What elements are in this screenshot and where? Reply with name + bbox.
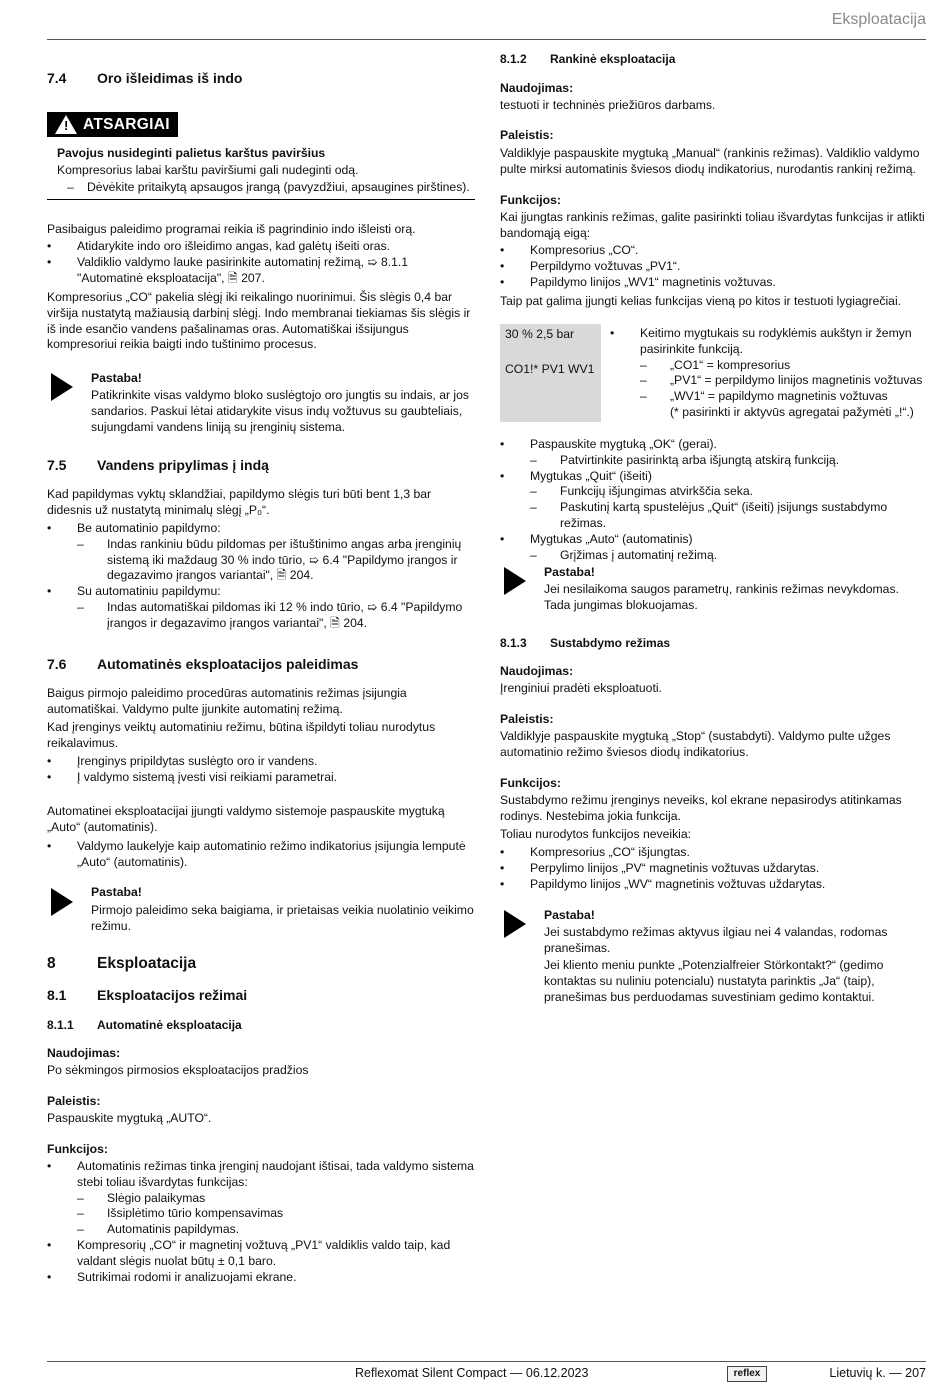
list-item: – „CO1“ = kompresorius <box>610 358 926 374</box>
use-label: Naudojimas: <box>500 664 574 678</box>
list-item: • Valdymo laukelyje kaip automatinio režimo indikatorius įsijungia lemputė „Auto“ (automatinis). <box>47 839 475 871</box>
use-text: testuoti ir techninės priežiūros darbams. <box>500 98 716 112</box>
use-label: Naudojimas: <box>500 81 574 95</box>
warning-box <box>47 112 475 139</box>
display-line-2: CO1!* PV1 WV1 <box>505 362 595 376</box>
list-item-note: (* pasirinkti ir aktyvūs agregatai pažymėti „!“.) <box>670 404 914 419</box>
list-item: – Indas automatiškai pildomas iki 12 % indo tūrio, ➯ 6.4 "Papildymo įrangos ir degazavimo įrangos variantai", 🗎 204. <box>47 600 475 632</box>
list-item: • Mygtukas „Quit“ (išeiti) <box>500 469 926 485</box>
use-text: Po sėkmingos pirmosios eksploatacijos pradžios <box>47 1063 309 1077</box>
list-item: • Su automatiniu papildymu: <box>47 584 475 600</box>
list-item: • Sutrikimai rodomi ir analizuojami ekrane. <box>47 1270 475 1286</box>
section-8-1-3-heading: 8.1.3 Sustabdymo režimas <box>500 636 671 650</box>
header-divider <box>47 39 926 40</box>
list-item: • Papildymo linijos „WV“ magnetinis vožtuvas uždarytas. <box>500 877 926 893</box>
note-title: Pastaba! <box>91 371 142 385</box>
list-item: • Automatinis režimas tinka įrenginį naudojant ištisai, tada valdymo sistema stebi toliau išvardytas funkcijas: <box>47 1159 475 1191</box>
functions-text: Kai įjungtas rankinis režimas, galite pasirinkti toliau išvardytas funkcijas ir atlikti bandomąją eigą: <box>500 210 925 240</box>
list-item: • Keitimo mygtukais su rodyklėmis aukštyn ir žemyn pasirinkite funkciją. <box>610 326 926 358</box>
section-8-heading: 8 Eksploatacija <box>47 955 197 972</box>
s76-paragraph-2: Kad įrenginys veiktų automatiniu režimu, būtina išpildyti toliau nurodytus reikalavimus. <box>47 720 436 750</box>
footer-page-number: Lietuvių k. — 207 <box>829 1366 926 1380</box>
list-item: – Automatinis papildymas. <box>47 1222 475 1238</box>
functions-label: Funkcijos: <box>47 1142 108 1156</box>
list-item: – Paskutinį kartą spustelėjus „Quit“ (išeiti) įsijungs sustabdymo režimas. <box>500 500 926 532</box>
warning-badge: ! ATSARGIAI <box>47 112 178 137</box>
functions-text: Sustabdymo režimu įrenginys neveiks, kol ekrane nepasirodys atitinkamas rodinys. Nestebima jokia funkcija. <box>500 793 902 823</box>
list-item: – Grįžimas į automatinį režimą. <box>500 548 926 564</box>
start-text: Paspauskite mygtuką „AUTO“. <box>47 1111 212 1125</box>
functions-after-text: Taip pat galima įjungti kelias funkcijas vieną po kitos ir testuoti lygiagrečiai. <box>500 294 902 308</box>
note-text-1: Jei sustabdymo režimas aktyvus ilgiau nei 4 valandas, rodomas pranešimas. <box>544 925 888 955</box>
s75-paragraph-1: Kad papildymas vyktų sklandžiai, papildymo slėgis turi būti bent 1,3 bar didesnis už nustatytą minimalų slėgį „P₀“. <box>47 487 432 517</box>
warning-list-item: – Dėvėkite pritaikytą apsaugos įrangą (pavyzdžiui, apsaugines pirštines). <box>57 180 475 196</box>
warning-title: Pavojus nusideginti palietus karštus paviršius <box>57 146 326 160</box>
list-item: • Kompresorių „CO“ ir magnetinį vožtuvą „PV1“ valdiklis valdo taip, kad valdant slėgis nuolat būtų ± 0,1 baro. <box>47 1238 475 1270</box>
list-item: • Valdiklio valdymo lauke pasirinkite automatinį režimą, ➯ 8.1.1 "Automatinė eksploatacija", 🗎 207. <box>47 255 475 287</box>
note-arrow-icon <box>51 373 73 401</box>
section-8-1-2-heading: 8.1.2 Rankinė eksploatacija <box>500 52 676 66</box>
note-arrow-icon <box>504 910 526 938</box>
use-label: Naudojimas: <box>47 1046 121 1060</box>
list-item: • Atidarykite indo oro išleidimo angas, kad galėtų išeiti oras. <box>47 239 475 255</box>
functions-label: Funkcijos: <box>500 776 561 790</box>
s74-paragraph-1: Pasibaigus paleidimo programai reikia iš pagrindinio indo išleisti orą. <box>47 222 416 236</box>
list-item: – Išsiplėtimo tūrio kompensavimas <box>47 1206 475 1222</box>
start-label: Paleistis: <box>500 128 554 142</box>
list-item: • Į valdymo sistemą įvesti visi reikiami parametrai. <box>47 770 475 786</box>
list-item: – „PV1“ = perpildymo linijos magnetinis vožtuvas <box>610 373 926 389</box>
note-arrow-icon <box>504 567 526 595</box>
note-arrow-icon <box>51 888 73 916</box>
list-item: – „WV1“ = papildymo magnetinis vožtuvas <box>610 389 926 405</box>
list-item: • Perpildymo vožtuvas „PV1“. <box>500 259 926 275</box>
list-item: • Mygtukas „Auto“ (automatinis) <box>500 532 926 548</box>
footer-divider <box>47 1361 926 1362</box>
start-text: Valdiklyje paspauskite mygtuką „Stop“ (sustabdyti). Valdymo pulte užges automatinio režimo šviesos diodų indikatorius. <box>500 729 891 759</box>
list-item: – Funkcijų išjungimas atvirkščia seka. <box>500 484 926 500</box>
note-text: Pirmojo paleidimo seka baigiama, ir prietaisas veikia nuolatinio veikimo režimu. <box>91 903 474 933</box>
list-item: • Be automatinio papildymo: <box>47 521 475 537</box>
page-header-title: Eksploatacija <box>831 11 926 28</box>
list-item: • Kompresorius „CO“. <box>500 243 926 259</box>
section-8-1-heading: 8.1 Eksploatacijos režimai <box>47 987 248 1003</box>
functions-label: Funkcijos: <box>500 193 561 207</box>
s76-paragraph-1: Baigus pirmojo paleidimo procedūras automatinis režimas įsijungia automatiškai. Valdymo pulte įjunkite automatinį režimą. <box>47 686 407 716</box>
section-8-1-1-heading: 8.1.1 Automatinė eksploatacija <box>47 1018 242 1032</box>
list-item: • Perpylimo linijos „PV“ magnetinis vožtuvas uždarytas. <box>500 861 926 877</box>
section-7-6-heading: 7.6 Automatinės eksploatacijos paleidimas <box>47 656 359 672</box>
footer-document-title: Reflexomat Silent Compact — 06.12.2023 <box>355 1366 589 1380</box>
list-item: – Slėgio palaikymas <box>47 1191 475 1207</box>
section-7-4-heading: 7.4 Oro išleidimas iš indo <box>47 70 243 86</box>
list-item: – Patvirtinkite pasirinktą arba išjungtą atskirą funkciją. <box>500 453 926 469</box>
note-text: Jei nesilaikoma saugos parametrų, rankinis režimas nevykdomas. Tada jungimas blokuojamas. <box>544 582 899 612</box>
section-7-5-heading: 7.5 Vandens pripylimas į indą <box>47 457 269 473</box>
list-item: • Kompresorius „CO“ išjungtas. <box>500 845 926 861</box>
note-title: Pastaba! <box>91 885 142 899</box>
controller-display <box>500 324 601 422</box>
display-line-1: 30 % 2,5 bar <box>505 327 575 341</box>
list-item: • Papildymo linijos „WV1“ magnetinis vožtuvas. <box>500 275 926 291</box>
use-text: Įrenginiui pradėti eksploatuoti. <box>500 681 662 695</box>
s74-paragraph-2: Kompresorius „CO“ pakelia slėgį iki reikalingo nuorinimui. Šis slėgis 0,4 bar viršija nustatytą mažiausią darbinį slėgį. Indo membranai tiekiamas šis slėgis ir iš inde esančio vandens pašalinamas oras. Automatiškai išsijungus kompresoriui reikia baigti indo tuštinimo procesus. <box>47 290 471 352</box>
list-item: • Paspauskite mygtuką „OK“ (gerai). <box>500 437 926 453</box>
list-item: • Įrenginys pripildytas suslėgto oro ir vandens. <box>47 754 475 770</box>
warning-text: Kompresorius labai karštu paviršiumi gali nudeginti odą. <box>57 163 359 177</box>
note-title: Pastaba! <box>544 565 595 579</box>
warning-triangle-icon: ! <box>55 115 77 134</box>
s76-paragraph-3: Automatinei eksploatacijai įjungti valdymo sistemoje paspauskite mygtuką „Auto“ (automatinis). <box>47 804 445 834</box>
note-title: Pastaba! <box>544 908 595 922</box>
start-label: Paleistis: <box>500 712 554 726</box>
note-text: Patikrinkite visas valdymo bloko suslėgtojo oro jungtis su indais, ar jos sandarios. Paskui lėtai atidarykite visus indų vožtuvus su gaubteliais, sujungdami vandens liniją su įrenginių sistema. <box>91 388 469 434</box>
note-text-2: Jei kliento meniu punkte „Potenzialfreier Störkontakt?“ (gedimo kontaktas su nuliniu potencialu) nustatyta parinktis „Ja“ (taip), pranešimas bus perduodamas suvestiniam gedimo kontaktui. <box>544 958 884 1004</box>
reflex-logo: reflex <box>727 1366 767 1382</box>
warning-divider <box>47 199 475 200</box>
start-label: Paleistis: <box>47 1094 101 1108</box>
list-item: – Indas rankiniu būdu pildomas per ištuštinimo angas arba įrenginių sistemą iki maždaug 30 % indo tūrio, ➯ 6.4 "Papildymo įrangos ir degazavimo įrangos variantai", 🗎 204. <box>47 537 475 584</box>
start-text: Valdiklyje paspauskite mygtuką „Manual“ (rankinis režimas). Valdiklio valdymo pulte mirksi automatinis šviesos diodų indikatorius, nurodantis rankinį režimą. <box>500 146 920 176</box>
functions-text-2: Toliau nurodytos funkcijos neveikia: <box>500 827 692 841</box>
